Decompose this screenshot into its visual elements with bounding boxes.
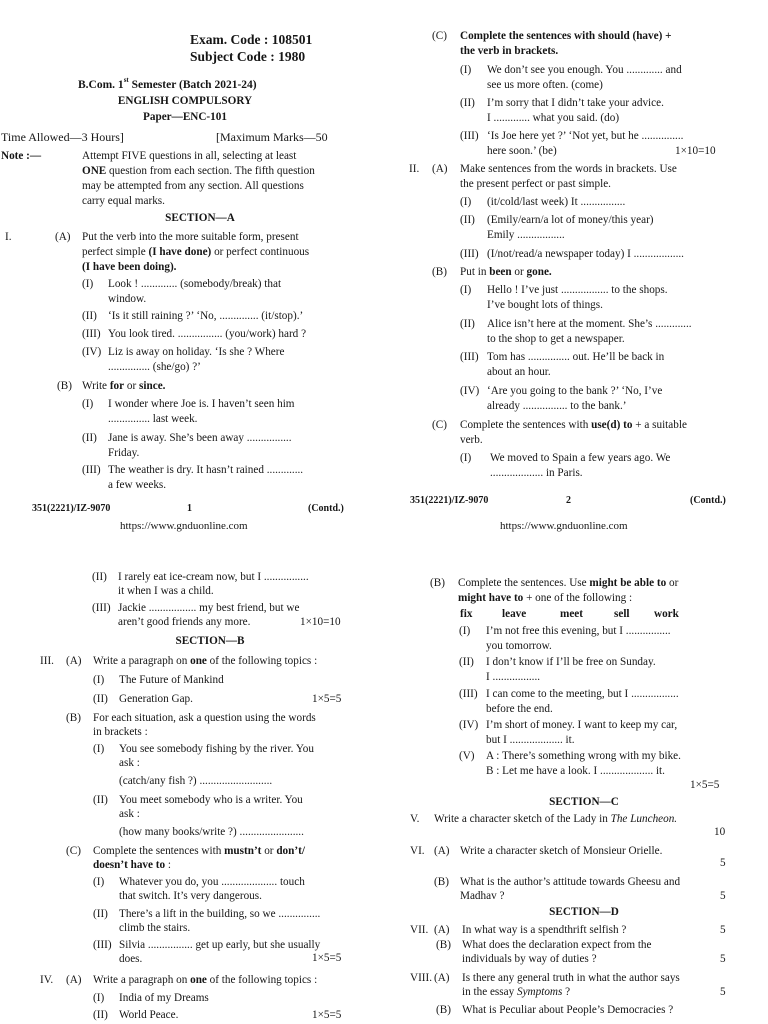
item-text: ask : — [119, 757, 140, 769]
question-4-number: IV. — [40, 974, 54, 986]
item-label: (III) — [92, 602, 111, 614]
question-2b-label: (B) — [432, 266, 447, 278]
question-4a-label: (A) — [66, 974, 82, 986]
item-text: (it/cold/last week) It ................ — [487, 196, 626, 208]
question-2c-label: (C) — [432, 419, 447, 431]
item-text: You look tired. ................ (you/work) hard ? — [108, 328, 307, 340]
item-label: (I) — [93, 876, 105, 888]
question-6b-text: What is the author’s attitude towards Gheesu and — [460, 876, 681, 888]
item-label: (III) — [82, 464, 101, 476]
page-1 — [0, 0, 384, 540]
item-text: The weather is dry. It hasn’t rained ............. — [108, 464, 304, 476]
question-6b-text-2: Madhav ? — [460, 890, 505, 902]
item-text: You see somebody fishing by the river. You — [119, 743, 314, 755]
question-1a-line-1: Put the verb into the more suitable form, present — [82, 231, 299, 243]
section-b-heading: SECTION—B — [175, 635, 245, 647]
word-option: leave — [502, 608, 527, 620]
item-text: The Future of Mankind — [119, 674, 224, 686]
item-label: (II) — [93, 693, 108, 705]
item-label: (I) — [460, 64, 472, 76]
section-a-heading: SECTION—A — [165, 212, 235, 224]
item-text: I rarely eat ice-cream now, but I ................ — [118, 571, 309, 583]
question-1a-line-2: perfect simple (I have done) or perfect continuous — [82, 246, 310, 258]
item-text: before the end. — [486, 703, 553, 715]
item-text: I’m not free this evening, but I ................ — [486, 625, 671, 637]
item-text: Friday. — [108, 447, 140, 459]
question-2a-line-2: the present perfect or past simple. — [460, 178, 611, 190]
item-text: India of my Dreams — [119, 992, 209, 1004]
item-label: (III) — [82, 328, 101, 340]
question-1b-label: (B) — [57, 380, 72, 392]
item-label: (II) — [93, 1009, 108, 1021]
question-1c-label: (C) — [432, 30, 447, 42]
question-7b-text: What does the declaration expect from the — [462, 939, 652, 951]
marks: 1×5=5 — [312, 952, 342, 964]
item-text: here soon.’ (be) — [487, 145, 557, 157]
question-1b-line: Write for or since. — [82, 380, 166, 392]
item-label: (III) — [93, 939, 112, 951]
item-text: Alice isn’t here at the moment. She’s ............. — [487, 318, 692, 330]
note-line-2: ONE question from each section. The fifth question — [82, 165, 315, 177]
item-text: aren’t good friends any more. — [118, 616, 251, 628]
item-label: (I) — [459, 625, 471, 637]
question-2b-line: Put in been or gone. — [460, 266, 552, 278]
section-c-heading: SECTION—C — [549, 796, 619, 808]
item-label: (IV) — [82, 346, 102, 358]
note-line-3: may be attempted from any section. All questions — [82, 180, 304, 192]
question-7b-text-2: individuals by way of duties ? — [462, 953, 597, 965]
item-text: ................... in Paris. — [490, 467, 583, 479]
item-label: (II) — [92, 571, 107, 583]
question-8a-text-2: in the essay Symptoms ? — [462, 986, 571, 998]
item-text: I ................. — [486, 671, 541, 683]
question-8a-text: Is there any general truth in what the author says — [462, 972, 680, 984]
item-label: (I) — [82, 398, 94, 410]
source-url: https://www.gnduonline.com — [500, 520, 628, 532]
question-2a-label: (A) — [432, 163, 448, 175]
item-text: but I ................... it. — [486, 734, 575, 746]
item-label: (II) — [460, 318, 475, 330]
note-line-1: Attempt FIVE questions in all, selecting at least — [82, 150, 297, 162]
question-2c-line-2: verb. — [460, 434, 483, 446]
question-7b-label: (B) — [436, 939, 451, 951]
item-text: Hello ! I’ve just ................. to the shops. — [487, 284, 668, 296]
item-text: a few weeks. — [108, 479, 167, 491]
item-text: ............... last week. — [108, 413, 198, 425]
item-label: (II) — [93, 908, 108, 920]
item-text: to the shop to get a newspaper. — [487, 333, 625, 345]
question-4a-line: Write a paragraph on one of the following topics : — [93, 974, 318, 986]
item-label: (II) — [82, 432, 97, 444]
question-2c-line-1: Complete the sentences with use(d) to + a suitable — [460, 419, 687, 431]
question-7-number: VII. — [410, 924, 429, 936]
item-text: ‘Is it still raining ?’ ‘No, .............. (it/stop).’ — [108, 310, 304, 322]
subject-code: Subject Code : 1980 — [190, 49, 306, 64]
item-text: I’m short of money. I want to keep my car, — [486, 719, 678, 731]
item-text: Look ! ............. (somebody/break) that — [108, 278, 282, 290]
item-text: Silvia ................ get up early, but she usually — [119, 939, 321, 951]
question-5-number: V. — [410, 813, 420, 825]
question-1c-line-1: Complete the sentences with should (have) + — [460, 30, 672, 42]
item-text: World Peace. — [119, 1009, 179, 1021]
question-2a-line-1: Make sentences from the words in brackets. Use — [460, 163, 677, 175]
word-option: fix — [460, 608, 473, 620]
section-d-heading: SECTION—D — [549, 906, 619, 918]
item-text: ask : — [119, 808, 140, 820]
question-3c-line-1: Complete the sentences with mustn’t or don’t/ — [93, 845, 305, 857]
footer-contd: (Contd.) — [690, 495, 726, 506]
question-3a-line: Write a paragraph on one of the following topics : — [93, 655, 318, 667]
question-6b-label: (B) — [434, 876, 449, 888]
item-text: ‘Are you going to the bank ?’ ‘No, I’ve — [487, 385, 663, 397]
item-text: it when I was a child. — [118, 585, 214, 597]
question-1a-label: (A) — [55, 231, 71, 243]
marks: 1×5=5 — [312, 693, 342, 705]
question-3b-label: (B) — [66, 712, 81, 724]
exam-code: Exam. Code : 108501 — [190, 32, 313, 47]
question-8b-text: What is Peculiar about People’s Democracies ? — [462, 1004, 674, 1016]
question-5-text: Write a character sketch of the Lady in The Luncheon. — [434, 813, 678, 825]
marks: 10 — [714, 826, 726, 838]
item-label: (II) — [460, 214, 475, 226]
item-text: We don’t see you enough. You ............. and — [487, 64, 682, 76]
item-text: B : Let me have a look. I ................... it. — [486, 765, 665, 777]
question-1c-line-2: the verb in brackets. — [460, 45, 559, 57]
question-3a-label: (A) — [66, 655, 82, 667]
marks: 5 — [720, 890, 726, 902]
question-3c-line-2: doesn’t have to : — [93, 859, 172, 871]
item-text: (catch/any fish ?) .......................... — [119, 775, 273, 787]
item-label: (I) — [93, 674, 105, 686]
item-label: (V) — [459, 750, 475, 762]
question-8-number: VIII. — [410, 972, 433, 984]
word-option: sell — [614, 608, 630, 620]
question-1-number: I. — [5, 231, 12, 243]
question-6a-text: Write a character sketch of Monsieur Orielle. — [460, 845, 663, 857]
item-text: already ................ to the bank.’ — [487, 400, 627, 412]
item-label: (II) — [460, 97, 475, 109]
subject-title: ENGLISH COMPULSORY — [117, 95, 253, 107]
item-text: There’s a lift in the building, so we ............... — [119, 908, 321, 920]
item-text: does. — [119, 953, 143, 965]
item-text: you tomorrow. — [486, 640, 552, 652]
question-2-number: II. — [409, 163, 420, 175]
item-text: ‘Is Joe here yet ?’ ‘Not yet, but he ............... — [487, 130, 684, 142]
item-text: ............... (she/go) ?’ — [108, 361, 201, 373]
footer-page-number: 1 — [187, 503, 192, 514]
item-label: (II) — [459, 656, 474, 668]
footer-code: 351(2221)/IZ-9070 — [32, 503, 111, 514]
question-7a-text: In what way is a spendthrift selfish ? — [462, 924, 627, 936]
time-allowed: Time Allowed—3 Hours] — [1, 130, 124, 144]
footer-contd: (Contd.) — [308, 503, 344, 514]
marks: 1×5=5 — [690, 779, 720, 791]
marks: 1×10=10 — [300, 616, 341, 628]
page-2 — [384, 0, 768, 540]
question-8b-label: (B) — [436, 1004, 451, 1016]
marks: 1×5=5 — [312, 1009, 342, 1021]
item-text: (how many books/write ?) ....................... — [119, 826, 304, 838]
course-line: B.Com. 1st Semester (Batch 2021-24) — [78, 76, 257, 91]
item-text: Tom has ............... out. He’ll be back in — [487, 351, 665, 363]
item-text: I don’t know if I’ll be free on Sunday. — [486, 656, 656, 668]
page-4 — [384, 540, 768, 1024]
question-3-number: III. — [40, 655, 54, 667]
item-text: about an hour. — [487, 366, 551, 378]
word-option: work — [654, 608, 679, 620]
question-3b-line-1: For each situation, ask a question using the words — [93, 712, 316, 724]
item-text: Emily ................. — [487, 229, 565, 241]
item-label: (I) — [93, 743, 105, 755]
item-text: You meet somebody who is a writer. You — [119, 794, 303, 806]
item-text: I ............. what you said. (do) — [487, 112, 620, 124]
item-text: Jackie ................. my best friend, but we — [118, 602, 300, 614]
item-text: Jane is away. She’s been away ................ — [108, 432, 292, 444]
item-text: (I/not/read/a newspaper today) I .................. — [487, 248, 684, 260]
item-text: I can come to the meeting, but I ................. — [486, 688, 679, 700]
marks: 5 — [720, 924, 726, 936]
word-option: meet — [560, 608, 583, 620]
item-text: Whatever you do, you .................... touch — [119, 876, 305, 888]
item-label: (III) — [460, 130, 479, 142]
question-6a-label: (A) — [434, 845, 450, 857]
item-label: (I) — [460, 284, 472, 296]
item-label: (I) — [460, 452, 472, 464]
footer-page-number: 2 — [566, 495, 571, 506]
item-text: We moved to Spain a few years ago. We — [490, 452, 671, 464]
item-text: that switch. It’s very dangerous. — [119, 890, 262, 902]
item-label: (II) — [82, 310, 97, 322]
question-4b-label: (B) — [430, 577, 445, 589]
note-label: Note :— — [1, 150, 42, 162]
item-label: (I) — [82, 278, 94, 290]
marks: 5 — [720, 953, 726, 965]
maximum-marks: [Maximum Marks—50 — [216, 130, 328, 144]
item-label: (I) — [93, 992, 105, 1004]
question-8a-label: (A) — [434, 972, 450, 984]
question-6-number: VI. — [410, 845, 425, 857]
item-label: (III) — [460, 248, 479, 260]
item-label: (II) — [93, 794, 108, 806]
item-label: (III) — [459, 688, 478, 700]
item-label: (I) — [460, 196, 472, 208]
question-3c-label: (C) — [66, 845, 81, 857]
item-text: climb the stairs. — [119, 922, 191, 934]
page-3 — [0, 540, 384, 1024]
item-text: window. — [108, 293, 147, 305]
item-text: (Emily/earn/a lot of money/this year) — [487, 214, 654, 226]
footer-code: 351(2221)/IZ-9070 — [410, 495, 489, 506]
item-label: (IV) — [460, 385, 480, 397]
item-text: Generation Gap. — [119, 693, 193, 705]
paper-code: Paper—ENC-101 — [143, 111, 227, 123]
item-text: see us more often. (come) — [487, 79, 603, 91]
item-text: A : There’s something wrong with my bike. — [486, 750, 681, 762]
item-text: I’ve bought lots of things. — [487, 299, 603, 311]
source-url: https://www.gnduonline.com — [120, 520, 248, 532]
marks: 5 — [720, 986, 726, 998]
note-line-4: carry equal marks. — [82, 195, 165, 207]
question-7a-label: (A) — [434, 924, 450, 936]
marks: 5 — [720, 857, 726, 869]
marks: 1×10=10 — [675, 145, 716, 157]
item-text: I wonder where Joe is. I haven’t seen him — [108, 398, 295, 410]
item-text: I’m sorry that I didn’t take your advice. — [487, 97, 664, 109]
item-label: (IV) — [459, 719, 479, 731]
item-label: (III) — [460, 351, 479, 363]
question-4b-line-1: Complete the sentences. Use might be able to or — [458, 577, 679, 589]
question-3b-line-2: in brackets : — [93, 726, 148, 738]
question-4b-line-2: might have to + one of the following : — [458, 592, 633, 604]
question-1a-line-3: (I have been doing). — [82, 261, 177, 273]
item-text: Liz is away on holiday. ‘Is she ? Where — [108, 346, 285, 358]
